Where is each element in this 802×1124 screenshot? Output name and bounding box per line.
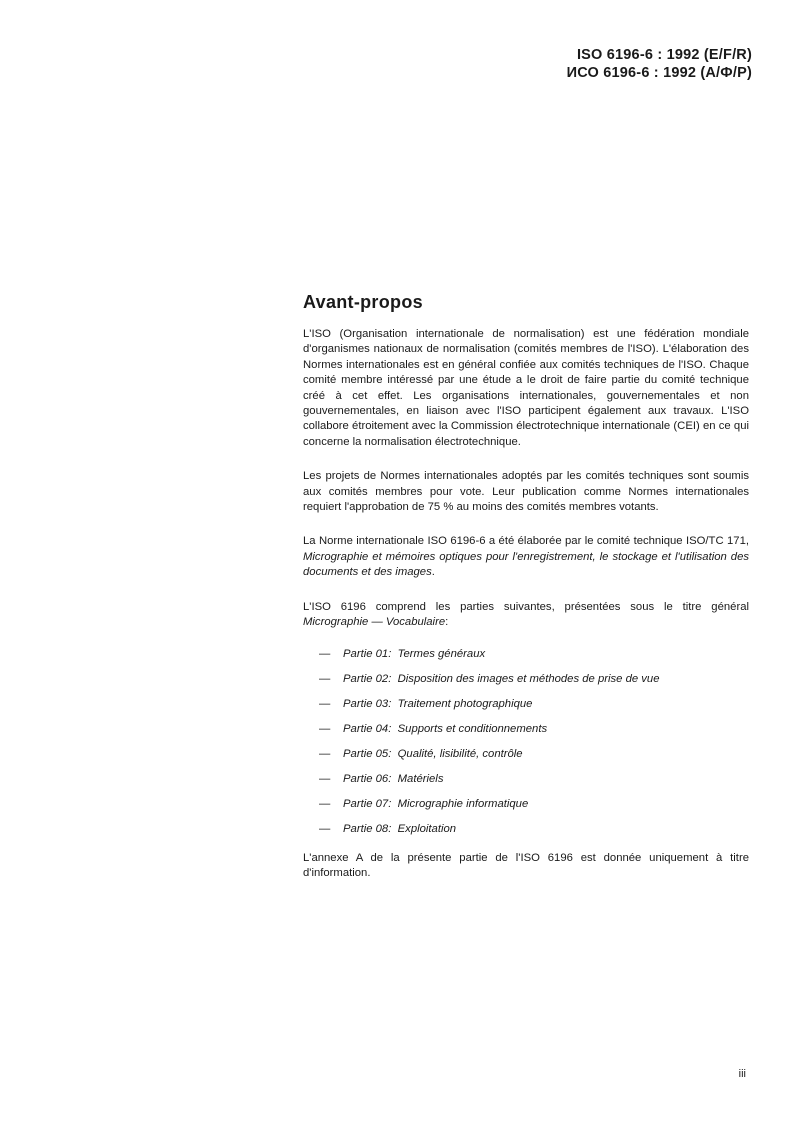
list-item xyxy=(303,772,749,787)
part-name: Termes généraux xyxy=(397,647,486,660)
part-number: Partie 06: xyxy=(343,772,392,785)
list-dash: — xyxy=(319,822,331,835)
paragraph-4-title: Micrographie — Vocabulaire xyxy=(303,616,446,629)
part-number: Partie 03: xyxy=(343,697,392,710)
part-name: Disposition des images et méthodes de prise de vue xyxy=(397,672,660,685)
list-item xyxy=(303,697,749,712)
part-name: Qualité, lisibilité, contrôle xyxy=(397,747,523,760)
part-name: Traitement photographique xyxy=(397,697,533,710)
part-name: Matériels xyxy=(397,772,444,785)
parts-list xyxy=(303,647,749,837)
header-line-1: ISO 6196-6 : 1992 (E/F/R) xyxy=(576,47,752,63)
list-dash: — xyxy=(319,797,331,810)
paragraph-4-start: L'ISO 6196 comprend les parties suivantes, présentées sous le titre général xyxy=(303,600,749,613)
header-line-2: ИСО 6196-6 : 1992 (А/Ф/Р) xyxy=(566,65,752,81)
list-item xyxy=(303,722,749,737)
paragraph-5: L'annexe A de la présente partie de l'ISO 6196 est donnée uniquement à titre d'information. xyxy=(303,851,749,879)
part-number: Partie 05: xyxy=(343,747,392,760)
list-dash: — xyxy=(319,697,331,710)
list-dash: — xyxy=(319,722,331,735)
part-number: Partie 02: xyxy=(343,672,392,685)
paragraph-1: L'ISO (Organisation internationale de normalisation) est une fédération mondiale d'organismes nationaux de normalisation (comités membres de l'ISO). L'élaboration des Normes internationales est en général confiée aux comités techniques de l'ISO. Chaque comité membre intéressé par une étude a le droit de faire partie du comité technique créé à cet effet. Les organisations internationales, gouvernementales et non gouvernementales, en liaison avec l'ISO participent également aux travaux. L'ISO collabore étroitement avec la Commission électrotechnique internationale (CEI) en ce qui concerne la normalisation électrotechnique. xyxy=(303,328,749,448)
list-dash: — xyxy=(319,672,331,685)
part-name: Exploitation xyxy=(397,822,457,835)
paragraph-4 xyxy=(303,600,749,631)
foreword-section xyxy=(303,292,749,896)
part-number: Partie 01: xyxy=(343,647,392,660)
list-item xyxy=(303,747,749,762)
list-item xyxy=(303,647,749,662)
paragraph-3-end: . xyxy=(431,566,435,579)
part-name: Supports et conditionnements xyxy=(397,722,548,735)
paragraph-4-end: : xyxy=(445,616,449,629)
part-number: Partie 08: xyxy=(343,822,392,835)
list-dash: — xyxy=(319,647,331,660)
list-item xyxy=(303,672,749,687)
list-item xyxy=(303,822,749,837)
paragraph-3-title: Micrographie et mémoires optiques pour l'enregistrement, le stockage et l'utilisation des documents et des images xyxy=(303,550,749,579)
paragraph-3 xyxy=(303,534,749,580)
list-dash: — xyxy=(319,772,331,785)
paragraph-2: Les projets de Normes internationales adoptés par les comités techniques sont soumis aux comités membres pour vote. Leur publication comme Normes internationales requiert l'approbation de 75 % au moins des comités membres votants. xyxy=(303,470,749,514)
page-number: iii xyxy=(738,1068,746,1080)
list-item xyxy=(303,797,749,812)
document-header xyxy=(567,46,752,82)
part-number: Partie 07: xyxy=(343,797,392,810)
part-name: Micrographie informatique xyxy=(397,797,529,810)
paragraph-3-start: La Norme internationale ISO 6196-6 a été élaborée par le comité technique ISO/TC 171, xyxy=(303,535,749,548)
part-number: Partie 04: xyxy=(343,722,392,735)
section-title: Avant-propos xyxy=(303,292,423,312)
list-dash: — xyxy=(319,747,331,760)
